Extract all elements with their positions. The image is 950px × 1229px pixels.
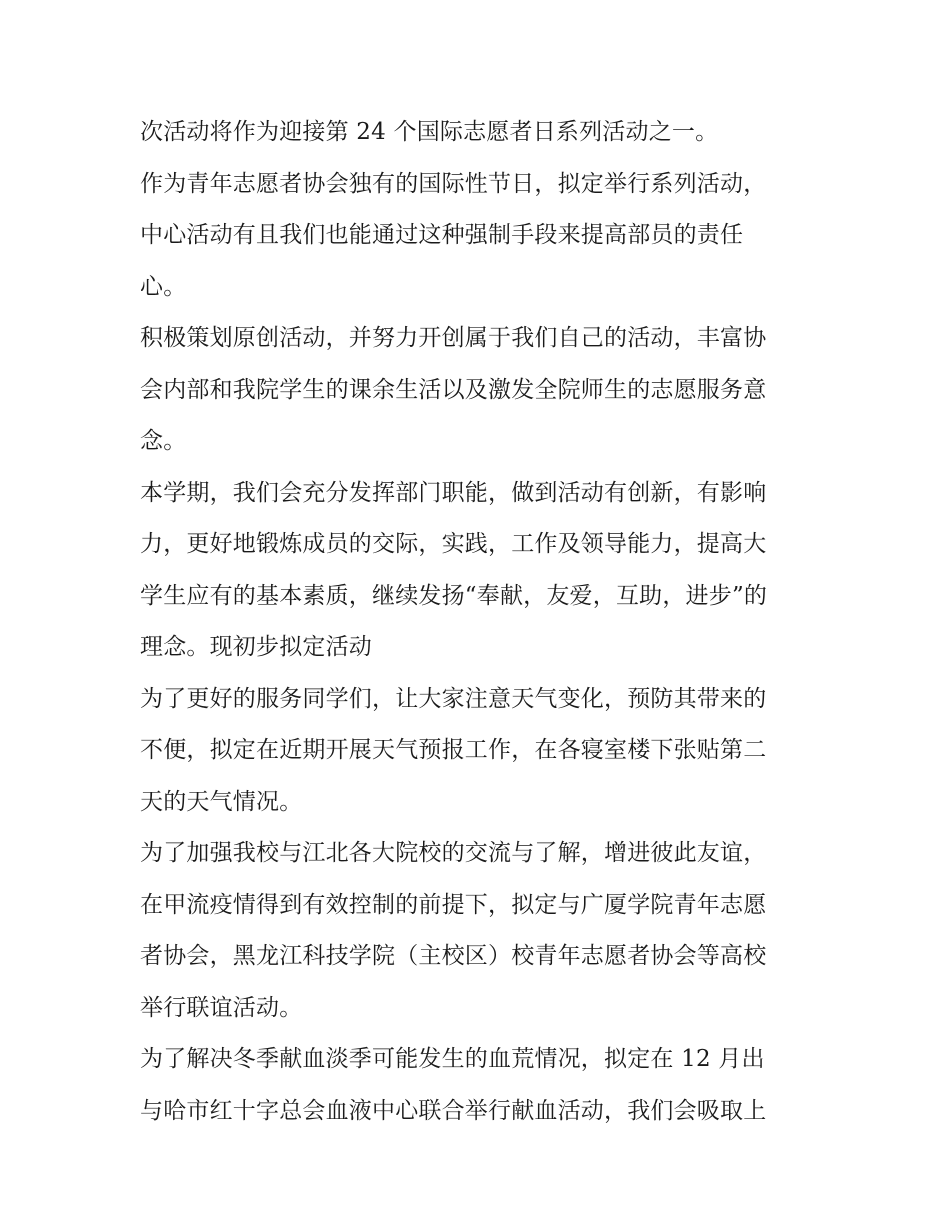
text-line: 念。 [140,428,187,454]
text-line: 作为青年志愿者协会独有的国际性节日，拟定举行系列活动， [140,170,767,197]
text-line: 举行联谊活动。 [140,994,303,1021]
text-line: 与哈市红十字总会血液中心联合举行献血活动，我们会吸取上 [140,1097,767,1124]
text-line: 次活动将作为迎接第 24 个国际志愿者日系列活动之一。 [140,119,719,145]
text-line: 中心活动有且我们也能通过这种强制手段来提高部员的责任 [140,222,744,248]
text-line: 心。 [140,273,187,300]
text-line: 不便，拟定在近期开展天气预报工作，在各寝室楼下张贴第二 [140,737,767,763]
document-body [140,107,820,1137]
text-line: 天的天气情况。 [140,788,303,815]
text-line: 理念。现初步拟定活动 [140,634,372,660]
text-line: 为了更好的服务同学们，让大家注意天气变化，预防其带来的 [140,685,767,712]
text-line: 在甲流疫情得到有效控制的前提下，拟定与广厦学院青年志愿 [140,891,767,918]
text-line: 为了加强我校与江北各大院校的交流与了解，增进彼此友谊， [140,840,767,866]
text-line: 积极策划原创活动，并努力开创属于我们自己的活动，丰富协 [140,325,767,351]
text-line: 本学期，我们会充分发挥部门职能，做到活动有创新，有影响 [140,479,767,506]
text-line: 学生应有的基本素质，继续发扬“奉献，友爱，互助，进步”的 [140,582,768,609]
text-line: 力，更好地锻炼成员的交际，实践，工作及领导能力，提高大 [140,531,767,557]
text-line: 会内部和我院学生的课余生活以及激发全院师生的志愿服务意 [140,376,767,403]
text-line: 为了解决冬季献血淡季可能发生的血荒情况，拟定在 12 月出 [140,1046,765,1072]
text-line: 者协会，黑龙江科技学院（主校区）校青年志愿者协会等高校 [140,943,767,969]
